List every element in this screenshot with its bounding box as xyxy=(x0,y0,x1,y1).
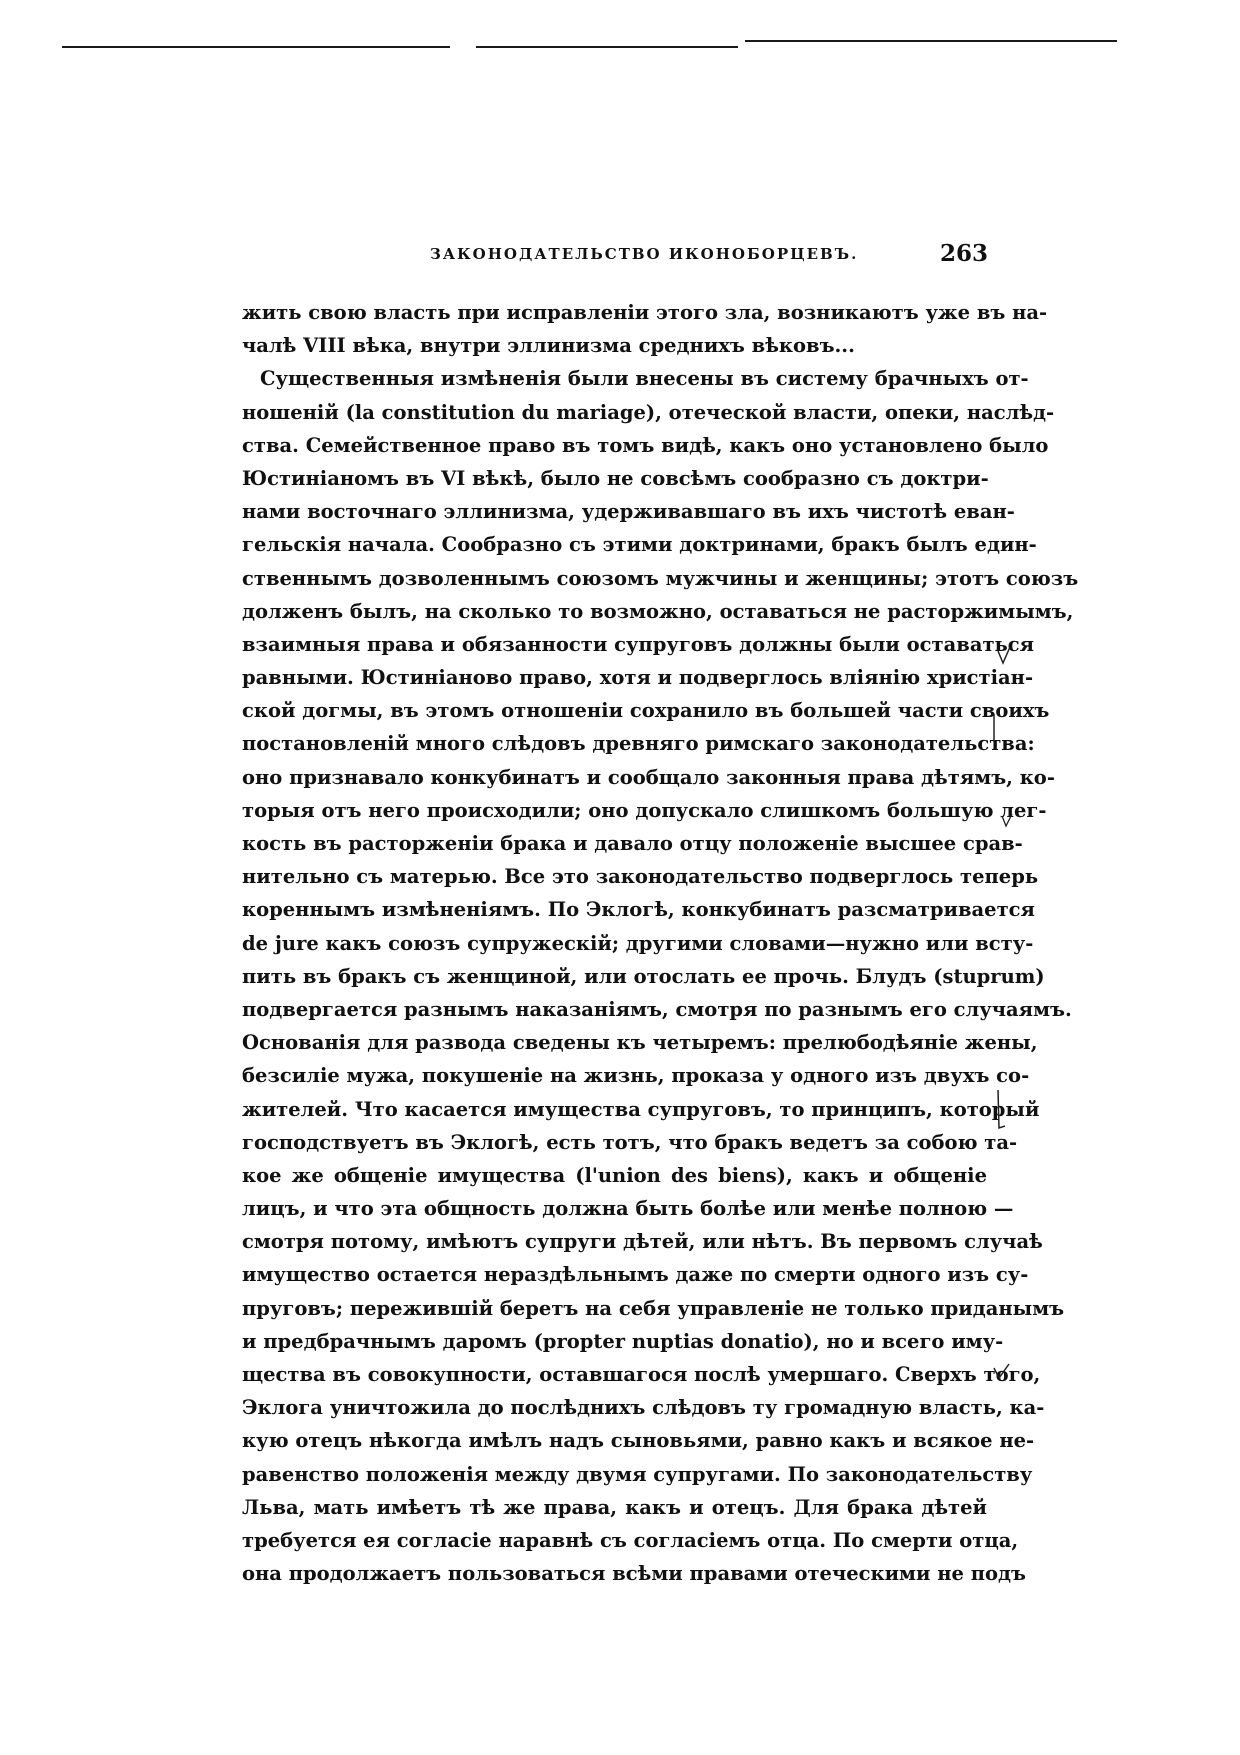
text-line: ства. Семейственное право въ томъ видѣ, какъ оно установлено было xyxy=(242,433,1049,457)
text-line: кую отецъ нѣкогда имѣлъ надъ сыновьями, равно какъ и всякое не- xyxy=(242,1429,1035,1453)
margin-tick-mark xyxy=(995,645,1015,669)
text-line: нительно съ матерью. Все это законодательство подверглось теперь xyxy=(242,865,1039,889)
text-line: долженъ былъ, на сколько то возможно, оставаться не расторжимымъ, xyxy=(242,599,1074,623)
margin-stroke-mark xyxy=(989,712,999,746)
text-line: чалѣ VIII вѣка, внутри эллинизма среднихъ вѣковъ... xyxy=(242,334,855,358)
text-line: смотря потому, имѣютъ супруги дѣтей, или нѣтъ. Въ первомъ случаѣ xyxy=(242,1230,1043,1254)
text-line: гельскія начала. Сообразно съ этими доктринами, бракъ былъ един- xyxy=(242,533,1037,557)
text-line: de jure какъ союзъ супружескій; другими словами—нужно или всту- xyxy=(242,931,1034,955)
text-line: господствуетъ въ Эклогѣ, есть тотъ, что бракъ ведетъ за собою та- xyxy=(242,1130,1018,1154)
running-title: ЗАКОНОДАТЕЛЬСТВО ИКОНОБОРЦЕВЪ. xyxy=(430,245,859,263)
text-line: пить въ бракъ съ женщиной, или отослать ее прочь. Блудъ (stuprum) xyxy=(242,964,1045,988)
text-line: лицъ, и что эта общность должна быть болѣе или менѣе полною — xyxy=(242,1197,1014,1221)
text-line: жить свою власть при исправленіи этого зла, возникаютъ уже въ на- xyxy=(242,301,1048,324)
top-scan-rule-right xyxy=(745,40,1117,42)
text-line: постановленій много слѣдовъ древняго римскаго законодательства: xyxy=(242,732,1035,756)
text-line: нами восточнаго эллинизма, удерживавшаго въ ихъ чистотѣ еван- xyxy=(242,500,1015,524)
top-scan-rule-left xyxy=(62,46,450,48)
text-line: кость въ расторженіи брака и давало отцу положеніе высшее срав- xyxy=(242,832,1023,855)
body-text xyxy=(242,296,1079,1590)
text-line: Юстиніаномъ въ VI вѣкѣ, было не совсѣмъ сообразно съ доктри- xyxy=(242,466,989,490)
text-line: равенство положенія между двумя супругами. По законодательству xyxy=(242,1462,1033,1486)
text-line: взаимныя права и обязанности супруговъ должны были оставаться xyxy=(242,632,1035,656)
margin-tick-mark xyxy=(992,1360,1012,1382)
text-line: ственнымъ дозволеннымъ союзомъ мужчины и женщины; этотъ союзъ xyxy=(242,566,1079,590)
margin-tick-mark xyxy=(1000,810,1016,830)
text-line: оно признавало конкубинатъ и сообщало законныя права дѣтямъ, ко- xyxy=(242,765,1055,789)
text-line: ношеній (la constitution du mariage), отеческой власти, опеки, наслѣд- xyxy=(242,400,1055,424)
text-line: Основанія для развода сведены къ четыремъ: прелюбодѣяніе жены, xyxy=(242,1031,1038,1055)
text-line: кореннымъ измѣненіямъ. По Эклогѣ, конкубинатъ разсматривается xyxy=(242,898,1035,922)
top-scan-rule-middle xyxy=(476,46,738,48)
text-line: подвергается разнымъ наказаніямъ, смотря по разнымъ его случаямъ. xyxy=(242,997,1072,1021)
text-line: и предбрачнымъ даромъ (propter nuptias donatio), но и всего иму- xyxy=(242,1329,1004,1353)
text-line: кое же общеніе имущества (l'union des biens), какъ и общеніе xyxy=(242,1163,987,1187)
text-line: пруговъ; пережившій беретъ на себя управленіе не только приданымъ xyxy=(242,1296,1065,1320)
text-line: равными. Юстиніаново право, хотя и подверглось вліянію христіан- xyxy=(242,666,1034,690)
text-line: торыя отъ него происходили; оно допускало слишкомъ большую лег- xyxy=(242,798,1047,822)
text-line: Льва, мать имѣетъ тѣ же права, какъ и отецъ. Для брака дѣтей xyxy=(242,1495,987,1519)
text-line: требуется ея согласіе наравнѣ съ согласіемъ отца. По смерти отца, xyxy=(242,1528,1019,1552)
text-line: жителей. Что касается имущества супруговъ, то принципъ, который xyxy=(242,1097,1040,1121)
text-line: Эклога уничтожила до послѣднихъ слѣдовъ ту громадную власть, ка- xyxy=(242,1396,1045,1420)
text-line: Существенныя измѣненія были внесены въ систему брачныхъ от- xyxy=(260,367,1029,391)
text-line: имущество остается нераздѣльнымъ даже по смерти одного изъ су- xyxy=(242,1263,1029,1287)
page-number: 263 xyxy=(940,240,989,267)
text-line: безсиліе мужа, покушеніе на жизнь, проказа у одного изъ двухъ со- xyxy=(242,1064,1030,1088)
text-line: она продолжаетъ пользоваться всѣми правами отеческими не подъ xyxy=(242,1562,1026,1586)
text-line: щества въ совокупности, оставшагося послѣ умершаго. Сверхъ того, xyxy=(242,1363,1041,1386)
margin-stroke-mark xyxy=(991,1088,1009,1136)
text-line: ской догмы, въ этомъ отношеніи сохранило въ большей части своихъ xyxy=(242,699,1050,723)
